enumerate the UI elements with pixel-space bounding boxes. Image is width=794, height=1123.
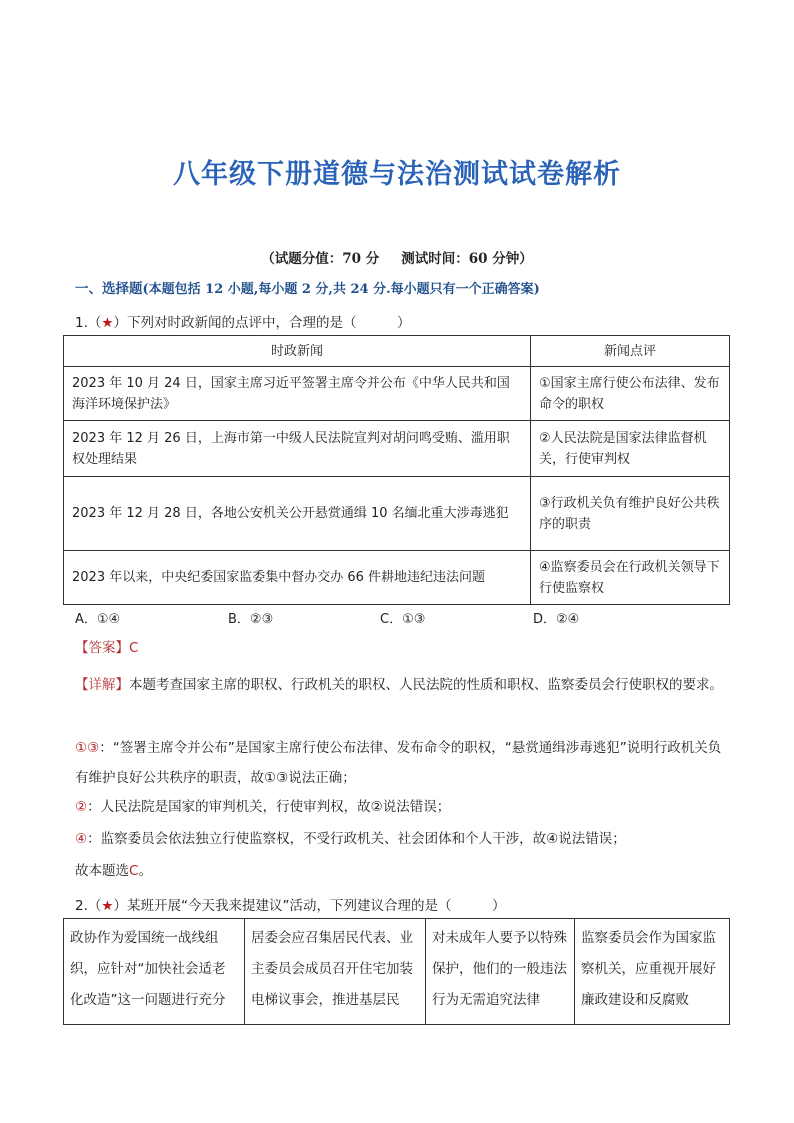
table-row [64, 551, 730, 605]
explanation-mark: ①③ [75, 740, 100, 756]
page-title: 八年级下册道德与法治测试试卷解析 [173, 159, 621, 190]
option-c: C．①③ [380, 612, 426, 627]
suggestion-cell: 居委会应召集居民代表、业主委员会成员召开住宅加装电梯议事会，推进基层民 [245, 919, 426, 1025]
table-row [64, 421, 730, 477]
detail-paragraph [75, 670, 725, 700]
explanation-1 [75, 733, 725, 793]
suggestion-cell: 对未成年人要予以特殊保护，他们的一般违法行为无需追究法律 [426, 919, 575, 1025]
conclusion [75, 861, 725, 881]
question-text: ）某班开展“今天我来提建议”活动，下列建议合理的是（ ） [113, 898, 506, 914]
option-a: A．①④ [75, 612, 121, 627]
option-d: D．②④ [533, 612, 580, 627]
question-text: ）下列对时政新闻的点评中，合理的是（ ） [113, 315, 411, 331]
question-number: 2.（ [75, 898, 102, 914]
explanation-3 [75, 829, 725, 849]
table-row [64, 477, 730, 551]
news-cell: 2023 年以来，中央纪委国家监委集中督办交办 66 件耕地违纪违法问题 [64, 551, 531, 605]
section-note: (本题包括 12 小题,每小题 2 分,共 24 分.每小题只有一个正确答案) [142, 282, 540, 297]
news-cell: 2023 年 10 月 24 日，国家主席习近平签署主席令并公布《中华人民共和国海洋环境保护法》 [64, 367, 531, 421]
comment-cell: ④监察委员会在行政机关领导下行使监察权 [531, 551, 730, 605]
answer-value: C [129, 640, 139, 656]
header-news: 时政新闻 [64, 336, 531, 367]
conclusion-suffix: 。 [138, 863, 152, 879]
section-title: 一、选择题 [75, 281, 143, 297]
option-b: B．②③ [228, 612, 274, 627]
comment-cell: ①国家主席行使公布法律、发布命令的职权 [531, 367, 730, 421]
header-comment: 新闻点评 [531, 336, 730, 367]
question-1-stem [75, 311, 411, 331]
time-info: 测试时间：60 分钟） [401, 251, 533, 267]
question-2-stem [75, 894, 506, 914]
comment-cell: ②人民法院是国家法律监督机关，行使审判权 [531, 421, 730, 477]
explanation-text: ：“签署主席令并公布”是国家主席行使公布法律、发布命令的职权，“悬赏通缉涉毒逃犯”说明行政机关负有维护良好公共秩序的职责，故①③说法正确； [75, 740, 722, 786]
comment-cell: ③行政机关负有维护良好公共秩序的职责 [531, 477, 730, 551]
section-heading [75, 277, 540, 297]
table-row [64, 919, 730, 1025]
news-cell: 2023 年 12 月 26 日，上海市第一中级人民法院宣判对胡问鸣受贿、滥用职权处理结果 [64, 421, 531, 477]
table-row [64, 367, 730, 421]
explanation-text: ：监察委员会依法独立行使监察权，不受行政机关、社会团体和个人干涉，故④说法错误； [87, 831, 626, 847]
detail-label: 【详解】 [75, 677, 129, 693]
star-icon: ★ [101, 315, 114, 331]
explanation-mark: ④ [75, 831, 88, 847]
conclusion-prefix: 故本题选 [75, 863, 129, 879]
suggestion-cell: 监察委员会作为国家监察机关，应重视开展好廉政建设和反腐败 [575, 919, 730, 1025]
detail-text: 本题考查国家主席的职权、行政机关的职权、人民法院的性质和职权、监察委员会行使职权的要求。 [129, 677, 723, 693]
explanation-mark: ② [75, 799, 88, 815]
question-number: 1.（ [75, 315, 102, 331]
answer-label: 【答案】 [75, 640, 129, 656]
answer-line [75, 638, 725, 658]
star-icon: ★ [101, 898, 114, 914]
table-header-row [64, 336, 730, 367]
explanation-text: ：人民法院是国家的审判机关，行使审判权，故②说法错误； [87, 799, 451, 815]
explanation-2 [75, 797, 725, 817]
news-cell: 2023 年 12 月 28 日，各地公安机关公开悬赏通缉 10 名缅北重大涉毒逃犯 [64, 477, 531, 551]
exam-meta [0, 247, 794, 267]
suggestion-cell: 政协作为爱国统一战线组织，应针对“加快社会适老化改造”这一问题进行充分 [64, 919, 245, 1025]
suggestion-table [63, 918, 730, 1025]
news-table [63, 335, 730, 605]
conclusion-answer: C [129, 863, 139, 879]
score-info: （试题分值：70 分 [261, 251, 380, 267]
